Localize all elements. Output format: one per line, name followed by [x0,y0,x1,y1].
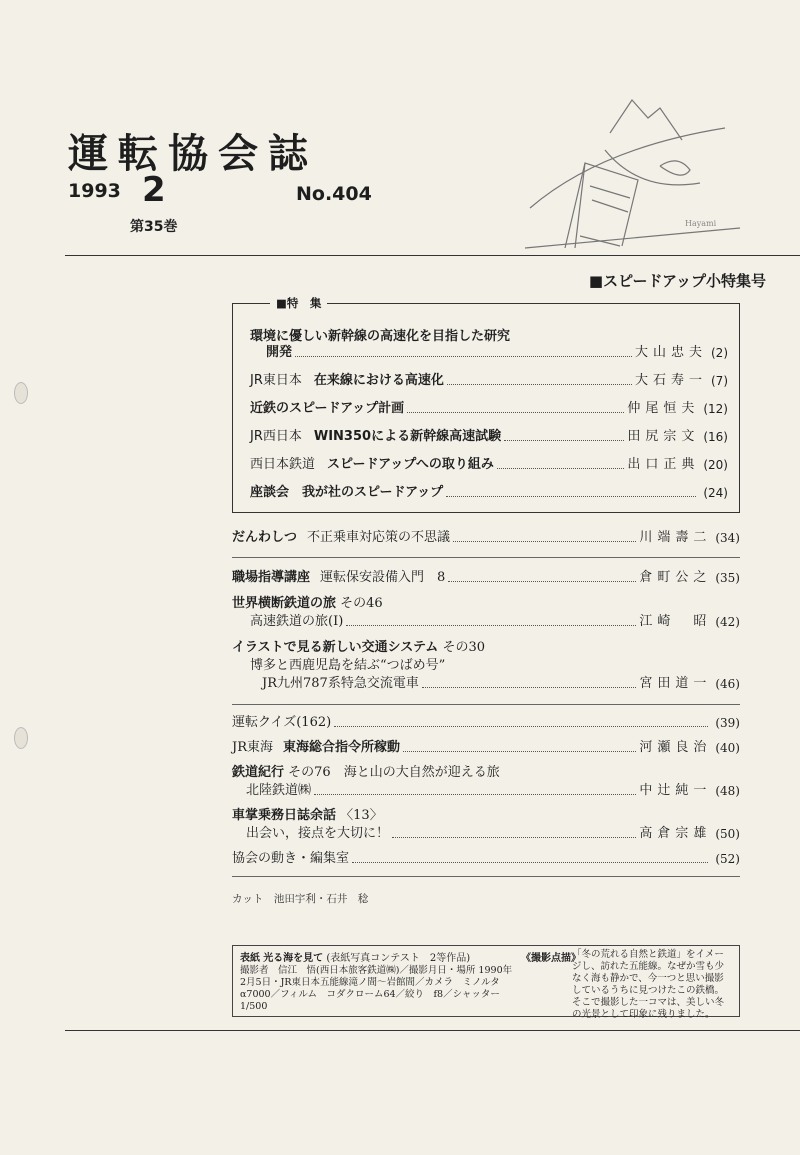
series-heading [232,640,485,656]
entry-author: 江崎 昭 [639,614,712,629]
entry-page: (7) [711,374,728,388]
toc-entry [232,530,740,546]
entry-page: (34) [715,531,740,545]
toc-entry [250,429,728,445]
entry-page: (24) [703,486,728,500]
toc-entry [250,457,728,473]
leader-dots [422,687,637,688]
cover-note: (表紙写真コンテスト 2等作品) [326,953,471,964]
entry-author: 大石寿一 [634,373,707,388]
series-label: イラストで見る新しい交通システム [232,640,439,655]
cover-title: 光る海を見て [263,953,324,964]
entry-prefix: 西日本鉄道 [250,457,316,472]
entry-page: (48) [715,784,740,798]
entry-title: 北陸鉄道㈱ [246,783,312,798]
series-label: 鉄道紀行 [232,765,285,780]
entry-title: 不正乗車対応策の不思議 [307,530,451,545]
toc-entry [232,570,740,586]
entry-title: スピードアップへの取り組み [327,457,494,472]
leader-dots [448,581,636,582]
entry-page: (40) [715,741,740,755]
issue-number: No.404 [296,183,372,205]
issue-year: 1993 [68,180,121,202]
toc-entry [250,401,728,417]
toc-entry [266,345,728,361]
entry-title: 座談会 我が社のスピードアップ [250,485,444,500]
series-number: その30 [442,640,485,655]
entry-title: 運転クイズ(162) [232,715,332,730]
entry-page: (12) [703,402,728,416]
series-number: その46 [340,596,383,611]
series-number: 〈13〉 [340,808,383,823]
cover-photo-details: 撮影者 信江 悟(西日本旅客鉄道㈱)／撮影月日・場所 1990年2月5日・JR東日本五能線滝ノ間～岩館間／カメラ ミノルタα7000／フィルム コダクローム64／絞り f8／シャッター 1/500 [240,965,513,1012]
entry-prefix: JR東日本 [250,373,302,388]
entry-title: 近鉄のスピードアップ計画 [250,401,405,416]
entry-title: 運転保安設備入門 8 [320,570,446,585]
leader-dots [295,356,632,357]
entry-title: 開発 [266,345,293,360]
toc-entry [250,614,740,630]
entry-author: 出口正典 [627,457,700,472]
entry-author: 河瀬良治 [639,740,712,755]
series-heading [232,765,500,781]
leader-dots [407,412,624,413]
toc-entry [246,783,740,799]
leader-dots [447,384,632,385]
entry-title: 出会い，接点を大切に！ [246,826,390,841]
entry-title: 東海総合指令所稼動 [283,740,401,755]
series-heading [232,596,383,612]
leader-dots [352,862,708,863]
entry-title: 協会の動き・編集室 [232,851,350,866]
leader-dots [334,726,708,727]
entry-author: 大山忠夫 [634,345,707,360]
volume-number: 第35巻 [130,219,178,235]
train-sketch-illustration [510,88,750,253]
punch-hole [14,382,28,404]
toc-entry [232,715,740,731]
cover-heading [240,949,470,964]
entry-page: (52) [715,852,740,866]
section-divider [232,704,740,705]
entry-page: (39) [715,716,740,730]
magazine-title: 運転協会誌 [68,131,318,177]
bottom-rule [65,1030,800,1031]
feature-title-line1: 環境に優しい新幹線の高速化を目指した研究 [250,329,511,344]
toc-entry [232,851,740,867]
issue-month: 2 [142,170,166,210]
photo-point-text: 「冬の荒れる自然と鉄道」をイメージし、訪れた五能線。なぜか雪も少なく海も静かで、今一つと思い撮影しているうちに見つけたこの鉄橋。そこで撮影した一コマは、美しい冬の光景として印象に残りました。 [572,949,725,1020]
entry-page: (46) [715,677,740,691]
entry-page: (42) [715,615,740,629]
entry-author: 倉町公之 [639,570,712,585]
section-divider [232,876,740,877]
series-label: 車掌乗務日誌余話 [232,808,337,823]
special-issue-label: ■スピードアップ小特集号 [588,272,766,290]
entry-author: 田尻宗文 [627,429,700,444]
leader-dots [504,440,624,441]
leader-dots [314,794,636,795]
entry-author: 高倉宗雄 [639,826,712,841]
toc-entry [262,676,740,692]
entry-author: 宮田道一 [639,676,712,691]
entry-label: 職場指導講座 [232,570,311,585]
feature-tag: ■特 集 [270,295,327,311]
series-label: 世界横断鉄道の旅 [232,596,337,611]
leader-dots [346,625,636,626]
section-divider [232,557,740,558]
entry-label: だんわしつ [232,530,298,545]
series-heading [232,808,383,824]
leader-dots [403,751,636,752]
entry-author: 中辻純一 [639,783,712,798]
entry-page: (2) [711,346,728,360]
entry-page: (16) [703,430,728,444]
entry-author: 仲尾恒夫 [627,401,700,416]
entry-page: (35) [715,571,740,585]
entry-page: (20) [703,458,728,472]
photo-point-label: 《撮影点描》 [521,953,581,964]
svg-text:Hayami: Hayami [685,219,717,228]
toc-entry [246,826,740,842]
entry-title: 高速鉄道の旅(Ⅰ) [250,614,344,629]
toc-entry [232,740,740,756]
top-rule [65,255,800,256]
entry-subtitle: 博多と西鹿児島を結ぶ“つばめ号” [250,658,446,673]
leader-dots [497,468,624,469]
entry-prefix: JR東海 [232,740,273,755]
series-number: その76 海と山の大自然が迎える旅 [288,765,500,780]
entry-title: JR九州787系特急交流電車 [262,676,419,691]
entry-prefix: JR西日本 [250,429,302,444]
toc-entry [250,373,728,389]
entry-author: 川端壽二 [639,530,712,545]
entry-title: 在来線における高速化 [313,373,444,388]
illustration-credit: カット 池田宇利・石井 稔 [232,893,369,905]
leader-dots [392,837,636,838]
leader-dots [453,541,636,542]
punch-hole [14,727,28,749]
cover-label: 表紙 [240,953,260,964]
leader-dots [446,496,696,497]
entry-title: WIN350による新幹線高速試験 [313,429,502,444]
entry-page: (50) [715,827,740,841]
toc-entry [250,485,728,501]
